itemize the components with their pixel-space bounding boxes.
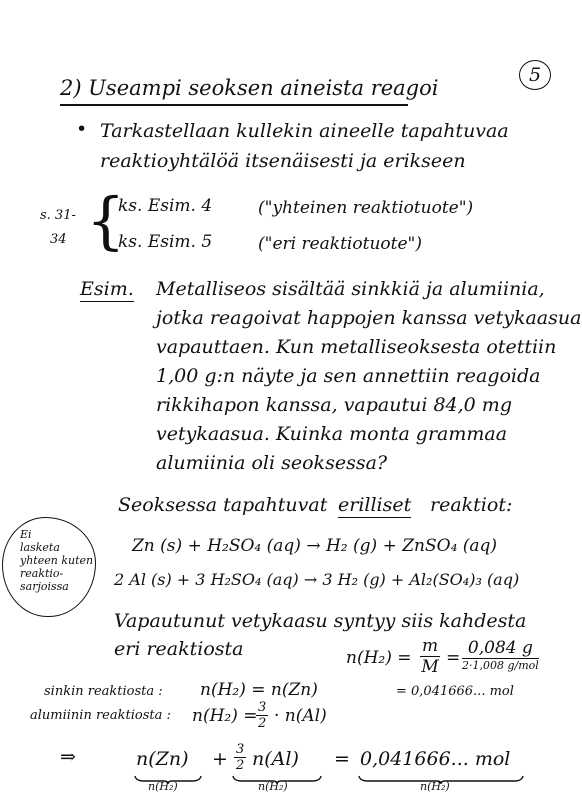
relation-aluminium-post: · n(Al) [274,706,327,726]
reaction-aluminium: 2 Al (s) + 3 H₂SO₄ (aq) → 3 H₂ (g) + Al₂(SO₄)₃ (aq) [114,570,520,589]
fraction-numerator: m [422,636,439,656]
example-note-1: ("yhteinen reaktiotuote") [258,198,474,218]
fraction-denominator: 2 [236,758,245,773]
example-ref-2: ks. Esim. 5 [118,232,213,252]
relation-zinc-label: sinkin reaktiosta : [44,684,163,699]
relation-aluminium-pre: n(H₂) = [192,706,258,726]
bullet-line-2: reaktioyhtälöä itsenäisesti ja erikseen [100,150,466,172]
fraction-numerator: 3 [236,742,245,757]
problem-line-7: alumiinia oli seoksessa? [156,452,388,474]
section-heading: 2) Useampi seoksen aineista reagoi [60,76,439,100]
page-number: 5 [519,60,551,90]
cloud-note-line: reaktio- [20,567,64,580]
problem-line-6: vetykaasua. Kuinka monta grammaa [156,423,508,445]
fraction-denominator: 2·1,008 g/mol [462,659,539,672]
reaction-zinc: Zn (s) + H₂SO₄ (aq) → H₂ (g) + ZnSO₄ (aq) [132,536,498,556]
brace: { [86,184,126,257]
final-total: 0,041666... mol [360,748,511,770]
cloud-note-line: Ei [20,528,32,541]
nh2-lhs: n(H₂) = [346,648,412,668]
problem-label: Esim. [80,278,134,300]
fraction-numerator: 0,084 g [462,638,539,659]
problem-line-1: Metalliseos sisältää sinkkiä ja alumiinia, [156,278,545,300]
final-equals: = [334,748,350,770]
relation-aluminium-coefficient [256,700,268,731]
problem-line-2: jotka reagoivat happojen kanssa vetykaasua [156,307,582,329]
solution-header-post: reaktiot: [430,494,513,516]
final-coefficient [234,742,246,773]
cloud-note-line: sarjoissa [20,580,69,593]
relation-zinc-expr: n(H₂) = n(Zn) [200,680,318,700]
problem-line-3: vapauttaen. Kun metalliseoksesta otettiin [156,336,557,358]
fraction-denominator: M [421,657,439,677]
hydrogen-text-line-1: Vapautunut vetykaasu syntyy siis kahdesta [114,610,527,632]
fraction-numerator: 3 [258,700,267,715]
cloud-note [20,528,93,593]
nh2-fraction-values [462,638,539,672]
final-term-zinc-under: n(H₂) [148,780,178,793]
cloud-note-line: lasketa [20,541,60,554]
implies-arrow: ⇒ [60,746,76,768]
page-ref-line-2: 34 [50,232,67,247]
bullet-dot: • [76,118,88,140]
fraction-denominator: 2 [258,716,267,731]
final-plus: + [212,748,228,770]
final-term-aluminium: n(Al) [252,748,299,770]
final-term-aluminium-under: n(H₂) [258,780,288,793]
problem-line-5: rikkihapon kanssa, vapautui 84,0 mg [156,394,512,416]
heading-underline [60,104,408,106]
page-ref-line-1: s. 31- [40,208,76,223]
bullet-line-1: Tarkastellaan kullekin aineelle tapahtuvaa [100,120,509,142]
example-ref-1: ks. Esim. 4 [118,196,213,216]
example-note-2: ("eri reaktiotuote") [258,234,422,254]
relation-aluminium-label: alumiinin reaktiosta : [30,708,171,723]
solution-header-emphasis: erilliset [338,494,412,516]
problem-line-4: 1,00 g:n näyte ja sen annettiin reagoida [156,365,541,387]
nh2-equals: = [446,648,461,668]
nh2-result: = 0,041666... mol [396,684,514,699]
solution-header-pre: Seoksessa tapahtuvat [118,494,328,516]
nh2-fraction-mass [420,636,440,677]
final-term-zinc: n(Zn) [136,748,189,770]
cloud-note-line: yhteen kuten [20,554,94,567]
hydrogen-text-line-2: eri reaktiosta [114,638,244,660]
final-total-under: n(H₂) [420,780,450,793]
